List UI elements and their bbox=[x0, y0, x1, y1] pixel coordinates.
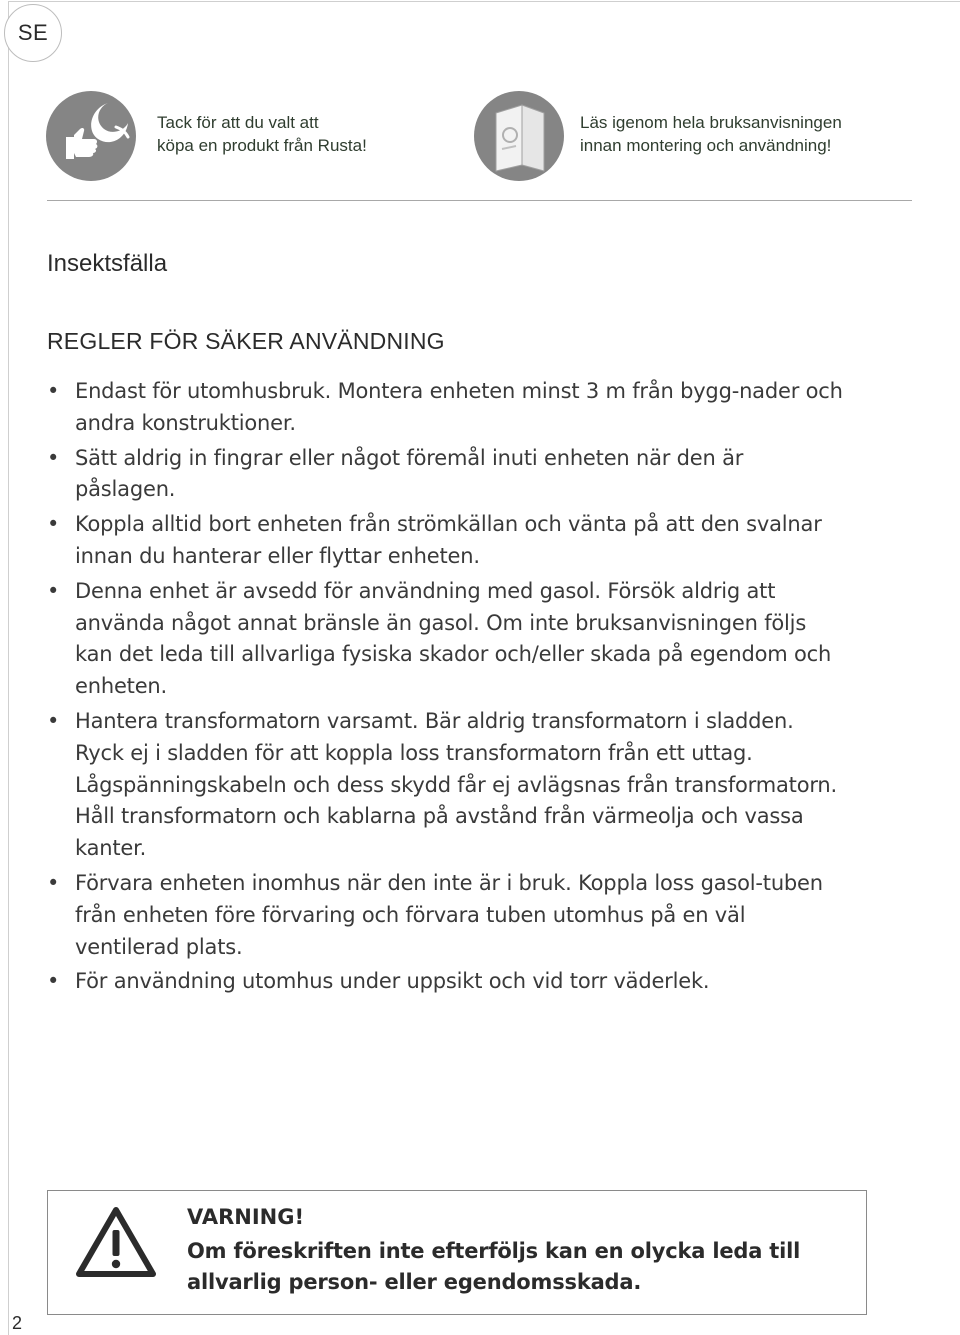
list-item bbox=[47, 868, 847, 963]
warning-triangle-icon bbox=[76, 1206, 156, 1278]
section-title: REGLER FÖR SÄKER ANVÄNDNING bbox=[47, 328, 445, 354]
safety-rules-list bbox=[47, 376, 847, 1001]
bullet: • bbox=[47, 870, 60, 895]
rule-text: Endast för utomhusbruk. Montera enheten minst 3 m från bygg-nader och andra konstruktioner. bbox=[75, 379, 843, 435]
product-title: Insektsfälla bbox=[47, 250, 168, 277]
list-item bbox=[47, 509, 847, 573]
bullet: • bbox=[47, 578, 60, 603]
list-item bbox=[47, 376, 847, 440]
rule-text: Sätt aldrig in fingrar eller något föremål inuti enheten när den är påslagen. bbox=[75, 445, 744, 502]
read-manual-text bbox=[580, 111, 842, 157]
bullet: • bbox=[47, 708, 60, 733]
thanks-text-line2: köpa en produkt från Rusta! bbox=[157, 136, 367, 155]
list-item bbox=[47, 706, 847, 865]
rule-text: Koppla alltid bort enheten från strömkällan och vänta på att den svalnar innan du hanterar eller flyttar enheten. bbox=[75, 512, 822, 568]
thanks-text-line1: Tack för att du valt att bbox=[157, 113, 319, 132]
rule-text: För användning utomhus under uppsikt och vid torr väderlek. bbox=[75, 969, 710, 994]
rule-text: Förvara enheten inomhus när den inte är i bruk. Koppla loss gasol-tuben från enheten före förvaring och förvara tuben utomhus på en väl ventilerad plats. bbox=[75, 870, 823, 959]
list-item bbox=[47, 443, 847, 507]
page-border-left bbox=[8, 1, 9, 1335]
bullet: • bbox=[47, 969, 60, 994]
bullet: • bbox=[47, 512, 60, 537]
rule-text: Hantera transformatorn varsamt. Bär aldrig transformatorn i sladden. Ryck ej i sladden för att koppla loss transformatorn från ett uttag. Lågspänningskabeln och dess skydd får ej avlägsnas från transformatorn. Håll transformatorn och kablarna på avstånd från värmeolja och vassa kanter. bbox=[75, 708, 838, 861]
warning-title: VARNING! bbox=[187, 1205, 305, 1229]
page-number: 2 bbox=[12, 1313, 23, 1333]
thanks-text bbox=[157, 111, 367, 157]
warning-text: Om föreskriften inte efterföljs kan en olycka leda till allvarlig person- eller egendomsskada. bbox=[187, 1239, 801, 1294]
bullet: • bbox=[47, 445, 60, 470]
warning-box bbox=[47, 1190, 867, 1315]
header-divider bbox=[47, 200, 912, 201]
list-item bbox=[47, 966, 847, 998]
page-border-top bbox=[8, 1, 960, 2]
list-item bbox=[47, 576, 847, 703]
read-text-line1: Läs igenom hela bruksanvisningen bbox=[580, 113, 842, 132]
read-text-line2: innan montering och användning! bbox=[580, 136, 832, 155]
thumbs-up-icon bbox=[46, 91, 136, 181]
language-badge: SE bbox=[4, 4, 62, 62]
rule-text: Denna enhet är avsedd för användning med gasol. Försök aldrig att använda något annat bränsle än gasol. Om inte bruksanvisningen följs kan det leda till allvarliga fysiska skador och/eller skada på egendom och enheten. bbox=[75, 578, 832, 699]
bullet: • bbox=[47, 379, 60, 403]
manual-book-icon bbox=[474, 91, 564, 181]
